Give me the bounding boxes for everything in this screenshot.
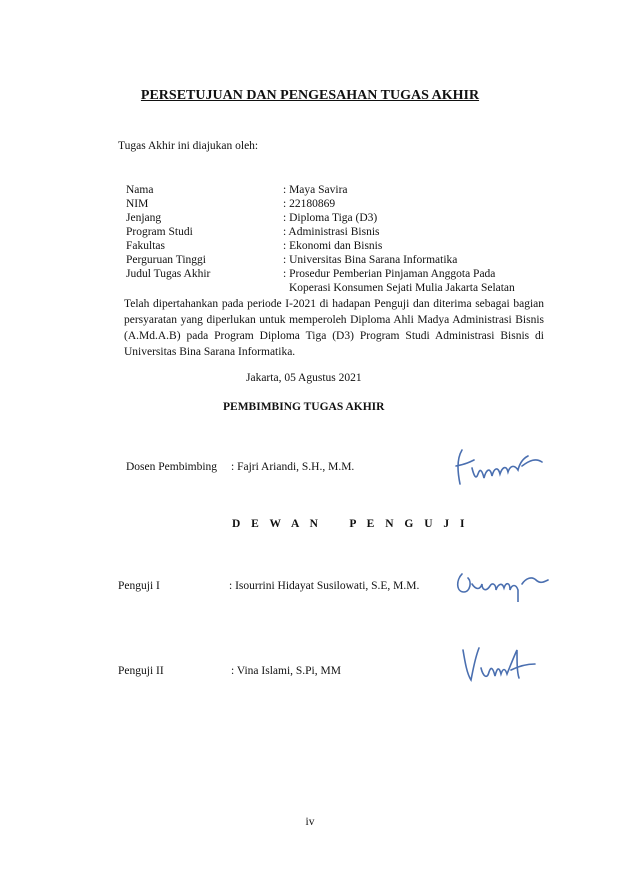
supervisor-signature	[448, 440, 548, 490]
page-number: iv	[305, 816, 315, 828]
field-label-prodi: Program Studi	[126, 226, 193, 238]
approval-paragraph: Telah dipertahankan pada periode I-2021 di hadapan Penguji dan diterima sebagai bagian persyaratan yang diperlukan untuk memperoleh Diploma Ahli Madya Administrasi Bisnis (A.Md.A.B) pada Program Diploma Tiga (D3) Program Studi Administrasi Bisnis di Universitas Bina Sarana Informatika.	[124, 298, 544, 358]
field-label-fakultas: Fakultas	[126, 240, 165, 252]
field-label-nim: NIM	[126, 198, 149, 210]
field-label-judul: Judul Tugas Akhir	[126, 268, 211, 280]
supervisor-value: : Fajri Ariandi, S.H., M.M.	[231, 461, 355, 473]
place-date: Jakarta, 05 Agustus 2021	[246, 372, 362, 384]
field-label-pt: Perguruan Tinggi	[126, 254, 206, 266]
field-value-nim: : 22180869	[283, 198, 336, 210]
examiner-2-value: : Vina Islami, S.Pi, MM	[231, 665, 341, 677]
field-value-judul: : Prosedur Pemberian Pinjaman Anggota Pada	[283, 268, 496, 280]
supervisor-label: Dosen Pembimbing	[126, 461, 218, 473]
field-value-pt: : Universitas Bina Sarana Informatika	[283, 254, 458, 266]
examiner-2-signature	[455, 640, 545, 690]
field-value-nama: : Maya Savira	[283, 184, 348, 196]
examiner-1-value: : Isourrini Hidayat Susilowati, S.E, M.M.	[229, 580, 420, 592]
field-value-prodi: : Administrasi Bisnis	[283, 226, 380, 238]
examiner-heading: D E W A N P E N G U J I	[232, 518, 469, 530]
document-title: PERSETUJUAN DAN PENGESAHAN TUGAS AKHIR	[140, 88, 480, 103]
examiner-2-label: Penguji II	[118, 665, 164, 677]
field-value-jenjang: : Diploma Tiga (D3)	[283, 212, 378, 224]
field-label-nama: Nama	[126, 184, 154, 196]
intro-text: Tugas Akhir ini diajukan oleh:	[118, 140, 259, 152]
field-value-judul-cont: Koperasi Konsumen Sejati Mulia Jakarta Selatan	[289, 282, 515, 294]
field-value-fakultas: : Ekonomi dan Bisnis	[283, 240, 383, 252]
examiner-1-label: Penguji I	[118, 580, 160, 592]
field-label-jenjang: Jenjang	[126, 212, 162, 224]
examiner-1-signature	[452, 560, 552, 602]
supervisor-heading: PEMBIMBING TUGAS AKHIR	[223, 401, 385, 413]
